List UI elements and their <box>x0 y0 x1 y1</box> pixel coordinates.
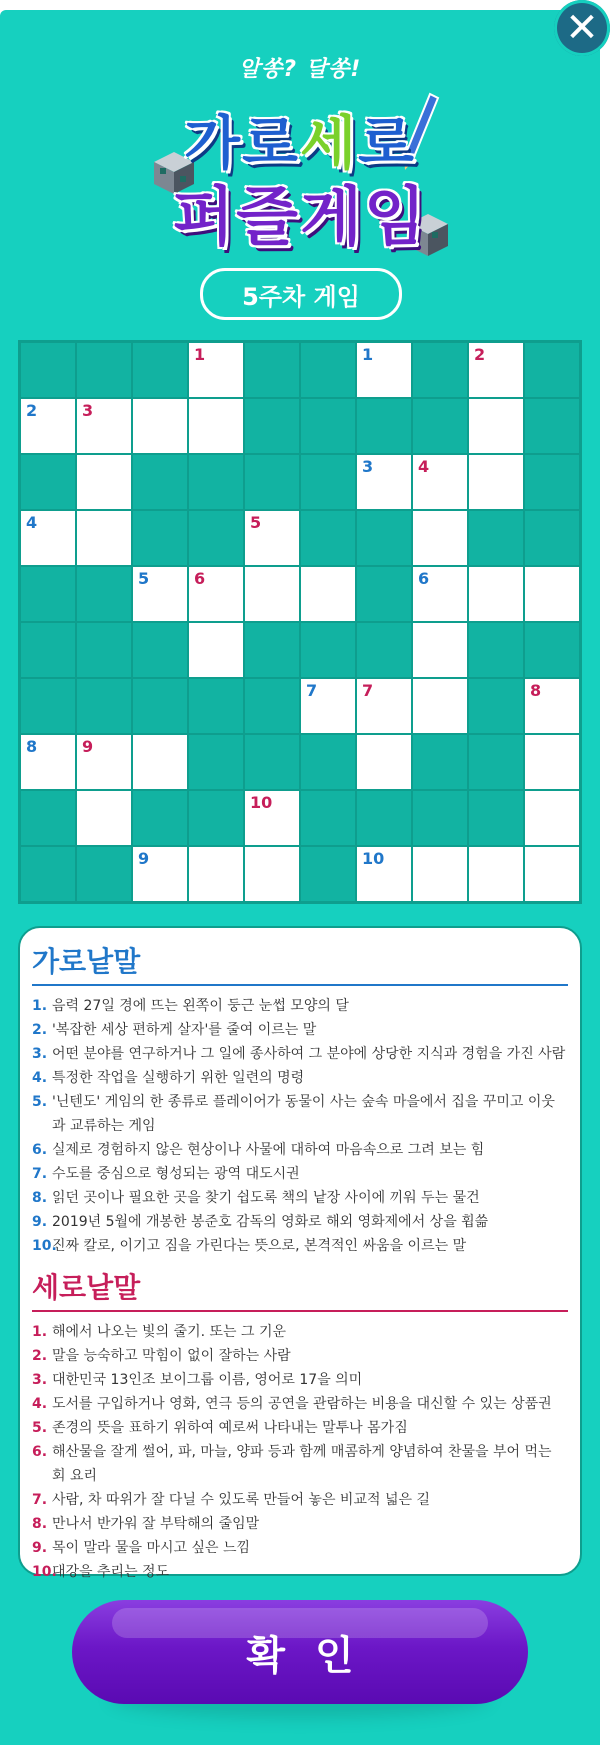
grid-cell-blocked <box>525 455 579 509</box>
grid-cell-input[interactable] <box>525 847 579 901</box>
grid-cell-blocked <box>301 791 355 845</box>
grid-cell-input[interactable] <box>469 343 523 397</box>
clue-number: 10. <box>32 1238 57 1254</box>
clue-text: 어떤 분야를 연구하거나 그 일에 종사하여 그 분야에 상당한 지식과 경험을 가진 사람 <box>52 1046 566 1062</box>
clue-text: 2019년 5월에 개봉한 봉준호 감독의 영화로 해외 영화제에서 상을 휩쓺 <box>52 1214 489 1230</box>
grid-cell-blocked <box>133 679 187 733</box>
down-clue <box>32 1344 568 1368</box>
grid-cell-blocked <box>245 735 299 789</box>
grid-cell-blocked <box>133 623 187 677</box>
grid-cell-blocked <box>357 399 411 453</box>
down-clue <box>32 1536 568 1560</box>
grid-cell-blocked <box>245 343 299 397</box>
grid-cell-blocked <box>189 735 243 789</box>
down-number: 9 <box>82 737 94 756</box>
grid-cell-blocked <box>357 791 411 845</box>
down-number: 7 <box>362 681 374 700</box>
grid-cell-blocked <box>301 735 355 789</box>
grid-cell-blocked <box>413 791 467 845</box>
across-number: 10 <box>362 849 385 868</box>
clue-number: 6. <box>32 1444 48 1460</box>
grid-cell-input[interactable] <box>413 511 467 565</box>
down-clue <box>32 1440 568 1488</box>
grid-cell-input[interactable] <box>469 847 523 901</box>
grid-cell-blocked <box>77 679 131 733</box>
grid-cell-blocked <box>245 455 299 509</box>
grid-cell-input[interactable] <box>133 567 187 621</box>
grid-cell-blocked <box>469 735 523 789</box>
grid-cell-input[interactable] <box>189 623 243 677</box>
across-number: 9 <box>138 849 150 868</box>
title-line-1: 가로세로 <box>183 109 417 177</box>
grid-cell-blocked <box>21 679 75 733</box>
grid-cell-input[interactable] <box>189 343 243 397</box>
grid-cell-blocked <box>301 511 355 565</box>
grid-cell-blocked <box>21 343 75 397</box>
down-number: 2 <box>474 345 486 364</box>
grid-cell-blocked <box>357 567 411 621</box>
clue-text: 만나서 반가워 잘 부탁해의 줄임말 <box>52 1516 260 1532</box>
clue-number: 7. <box>32 1492 48 1508</box>
clue-text: '닌텐도' 게임의 한 종류로 플레이어가 동물이 사는 숲속 마을에서 집을 꾸미고 이웃과 교류하는 게임 <box>52 1094 555 1134</box>
clue-text: 해산물을 잘게 썰어, 파, 마늘, 양파 등과 함께 매콤하게 양념하여 찬물을 부어 먹는 회 요리 <box>52 1444 552 1484</box>
across-clue <box>32 1018 568 1042</box>
grid-cell-input[interactable] <box>413 455 467 509</box>
clue-number: 4. <box>32 1396 48 1412</box>
grid-cell-input[interactable] <box>357 455 411 509</box>
grid-cell-input[interactable] <box>357 679 411 733</box>
grid-cell-blocked <box>525 511 579 565</box>
across-number: 8 <box>26 737 38 756</box>
grid-cell-blocked <box>245 399 299 453</box>
grid-cell-blocked <box>525 623 579 677</box>
grid-cell-blocked <box>189 455 243 509</box>
title-line-2: 퍼즐게임 <box>172 181 428 255</box>
clue-text: 특정한 작업을 실행하기 위한 일련의 명령 <box>52 1070 305 1086</box>
across-clue <box>32 1186 568 1210</box>
grid-cell-input[interactable] <box>189 847 243 901</box>
clue-text: 읽던 곳이나 필요한 곳을 찾기 쉽도록 책의 낱장 사이에 끼워 두는 물건 <box>52 1190 480 1206</box>
across-number: 7 <box>306 681 318 700</box>
grid-cell-blocked <box>245 623 299 677</box>
grid-cell-input[interactable] <box>301 679 355 733</box>
across-number: 1 <box>362 345 374 364</box>
across-number: 2 <box>26 401 38 420</box>
down-number: 6 <box>194 569 206 588</box>
grid-cell-input[interactable] <box>133 735 187 789</box>
grid-cell-blocked <box>413 735 467 789</box>
grid-cell-input[interactable] <box>189 399 243 453</box>
across-title: 가로낱말 <box>32 940 568 986</box>
grid-cell-blocked <box>469 511 523 565</box>
clue-text: 존경의 뜻을 표하기 위하여 예로써 나타내는 말투나 몸가짐 <box>52 1420 408 1436</box>
down-number: 8 <box>530 681 542 700</box>
grid-cell-blocked <box>525 343 579 397</box>
grid-cell-blocked <box>189 791 243 845</box>
grid-cell-blocked <box>77 623 131 677</box>
grid-cell-blocked <box>301 847 355 901</box>
grid-cell-blocked <box>245 679 299 733</box>
clue-text: 해에서 나오는 빛의 줄기. 또는 그 기운 <box>52 1324 287 1340</box>
grid-cell-blocked <box>133 511 187 565</box>
across-clue <box>32 1210 568 1234</box>
clue-number: 5. <box>32 1420 48 1436</box>
down-clue <box>32 1392 568 1416</box>
across-number: 6 <box>418 569 430 588</box>
grid-cell-input[interactable] <box>21 399 75 453</box>
across-clue <box>32 1066 568 1090</box>
clue-number: 9. <box>32 1540 48 1556</box>
grid-cell-input[interactable] <box>133 399 187 453</box>
grid-cell-input[interactable] <box>413 847 467 901</box>
grid-cell-blocked <box>189 679 243 733</box>
grid-cell-input[interactable] <box>301 567 355 621</box>
clue-number: 10. <box>32 1564 57 1580</box>
down-title: 세로낱말 <box>32 1266 568 1312</box>
grid-cell-blocked <box>77 343 131 397</box>
clue-number: 1. <box>32 998 48 1014</box>
clue-text: 진짜 칼로, 이기고 짐을 가린다는 뜻으로, 본격적인 싸움을 이르는 말 <box>52 1238 467 1254</box>
week-badge: 5주차 게임 <box>200 268 402 320</box>
grid-cell-input[interactable] <box>77 455 131 509</box>
grid-cell-blocked <box>469 679 523 733</box>
grid-cell-blocked <box>21 847 75 901</box>
grid-cell-input[interactable] <box>189 567 243 621</box>
confirm-button[interactable]: 확인 <box>72 1600 528 1704</box>
grid-cell-blocked <box>525 399 579 453</box>
grid-cell-blocked <box>301 623 355 677</box>
clue-number: 3. <box>32 1372 48 1388</box>
grid-cell-blocked <box>469 791 523 845</box>
clue-text: 대한민국 13인조 보이그룹 이름, 영어로 17을 의미 <box>52 1372 363 1388</box>
grid-cell-blocked <box>21 455 75 509</box>
grid-cell-input[interactable] <box>77 735 131 789</box>
down-number: 3 <box>82 401 94 420</box>
across-clue <box>32 1138 568 1162</box>
grid-cell-input[interactable] <box>469 399 523 453</box>
grid-cell-blocked <box>77 567 131 621</box>
clue-text: 사람, 차 따위가 잘 다닐 수 있도록 만들어 놓은 비교적 넓은 길 <box>52 1492 430 1508</box>
clue-text: 대강을 추리는 정도 <box>52 1564 170 1580</box>
clue-number: 9. <box>32 1214 48 1230</box>
tagline: 알쏭? 달쏭! <box>238 57 362 82</box>
down-number: 4 <box>418 457 430 476</box>
puzzle-modal <box>0 5 600 1745</box>
down-number: 5 <box>250 513 262 532</box>
grid-cell-input[interactable] <box>525 567 579 621</box>
clue-number: 6. <box>32 1142 48 1158</box>
grid-cell-input[interactable] <box>525 735 579 789</box>
across-number: 5 <box>138 569 150 588</box>
grid-cell-blocked <box>469 623 523 677</box>
clue-number: 8. <box>32 1190 48 1206</box>
across-number: 4 <box>26 513 38 532</box>
grid-cell-input[interactable] <box>77 511 131 565</box>
clue-number: 1. <box>32 1324 48 1340</box>
grid-cell-input[interactable] <box>469 567 523 621</box>
clue-text: 실제로 경험하지 않은 현상이나 사물에 대하여 마음속으로 그려 보는 힘 <box>52 1142 485 1158</box>
clue-number: 8. <box>32 1516 48 1532</box>
clues-panel <box>18 926 582 1580</box>
across-clue <box>32 1234 568 1258</box>
grid-cell-input[interactable] <box>525 791 579 845</box>
across-clue-list <box>32 994 568 1258</box>
grid-cell-blocked <box>301 399 355 453</box>
grid-cell-input[interactable] <box>357 735 411 789</box>
clue-number: 3. <box>32 1046 48 1062</box>
grid-cell-input[interactable] <box>413 567 467 621</box>
grid-cell-blocked <box>301 455 355 509</box>
clue-number: 5. <box>32 1094 48 1110</box>
grid-cell-blocked <box>21 623 75 677</box>
grid-cell-input[interactable] <box>245 791 299 845</box>
down-clue <box>32 1512 568 1536</box>
across-clue <box>32 994 568 1018</box>
across-clue <box>32 1042 568 1066</box>
grid-cell-input[interactable] <box>77 791 131 845</box>
grid-cell-blocked <box>357 511 411 565</box>
close-button[interactable] <box>554 0 610 56</box>
clue-text: 목이 말라 물을 마시고 싶은 느낌 <box>52 1540 251 1556</box>
clue-text: '복잡한 세상 편하게 살자'를 줄여 이르는 말 <box>52 1022 317 1038</box>
across-clue <box>32 1162 568 1186</box>
grid-cell-blocked <box>133 343 187 397</box>
grid-cell-blocked <box>133 791 187 845</box>
clue-text: 말을 능숙하고 막힘이 없이 잘하는 사람 <box>52 1348 291 1364</box>
grid-cell-input[interactable] <box>21 511 75 565</box>
clue-number: 2. <box>32 1348 48 1364</box>
grid-cell-blocked <box>189 511 243 565</box>
clue-text: 도서를 구입하거나 영화, 연극 등의 공연을 관람하는 비용을 대신할 수 있는 상품권 <box>52 1396 552 1412</box>
grid-cell-blocked <box>21 791 75 845</box>
clue-text: 음력 27일 경에 뜨는 왼쪽이 둥근 눈썹 모양의 달 <box>52 998 349 1014</box>
grid-cell-blocked <box>133 455 187 509</box>
crossword-grid <box>18 340 582 904</box>
down-clue <box>32 1368 568 1392</box>
grid-cell-blocked <box>301 343 355 397</box>
grid-cell-blocked <box>21 567 75 621</box>
down-clue <box>32 1416 568 1440</box>
clue-number: 2. <box>32 1022 48 1038</box>
grid-cell-input[interactable] <box>245 847 299 901</box>
clue-number: 4. <box>32 1070 48 1086</box>
grid-cell-blocked <box>413 343 467 397</box>
down-clue <box>32 1488 568 1512</box>
down-clue <box>32 1560 568 1584</box>
grid-cell-blocked <box>77 847 131 901</box>
grid-cell-input[interactable] <box>245 511 299 565</box>
grid-cell-input[interactable] <box>525 679 579 733</box>
across-clue <box>32 1090 568 1138</box>
grid-cell-input[interactable] <box>413 679 467 733</box>
grid-cell-blocked <box>413 399 467 453</box>
clue-text: 수도를 중심으로 형성되는 광역 대도시권 <box>52 1166 300 1182</box>
grid-cell-input[interactable] <box>77 399 131 453</box>
grid-cell-input[interactable] <box>133 847 187 901</box>
clue-number: 7. <box>32 1166 48 1182</box>
grid-cell-input[interactable] <box>245 567 299 621</box>
down-clue <box>32 1320 568 1344</box>
down-number: 1 <box>194 345 206 364</box>
down-clue-list <box>32 1320 568 1584</box>
grid-cell-input[interactable] <box>21 735 75 789</box>
grid-cell-blocked <box>357 623 411 677</box>
grid-cell-input[interactable] <box>469 455 523 509</box>
down-number: 10 <box>250 793 273 812</box>
across-number: 3 <box>362 457 374 476</box>
grid-cell-input[interactable] <box>413 623 467 677</box>
grid-cell-input[interactable] <box>357 343 411 397</box>
close-icon: ✕ <box>565 5 599 51</box>
grid-cell-input[interactable] <box>357 847 411 901</box>
